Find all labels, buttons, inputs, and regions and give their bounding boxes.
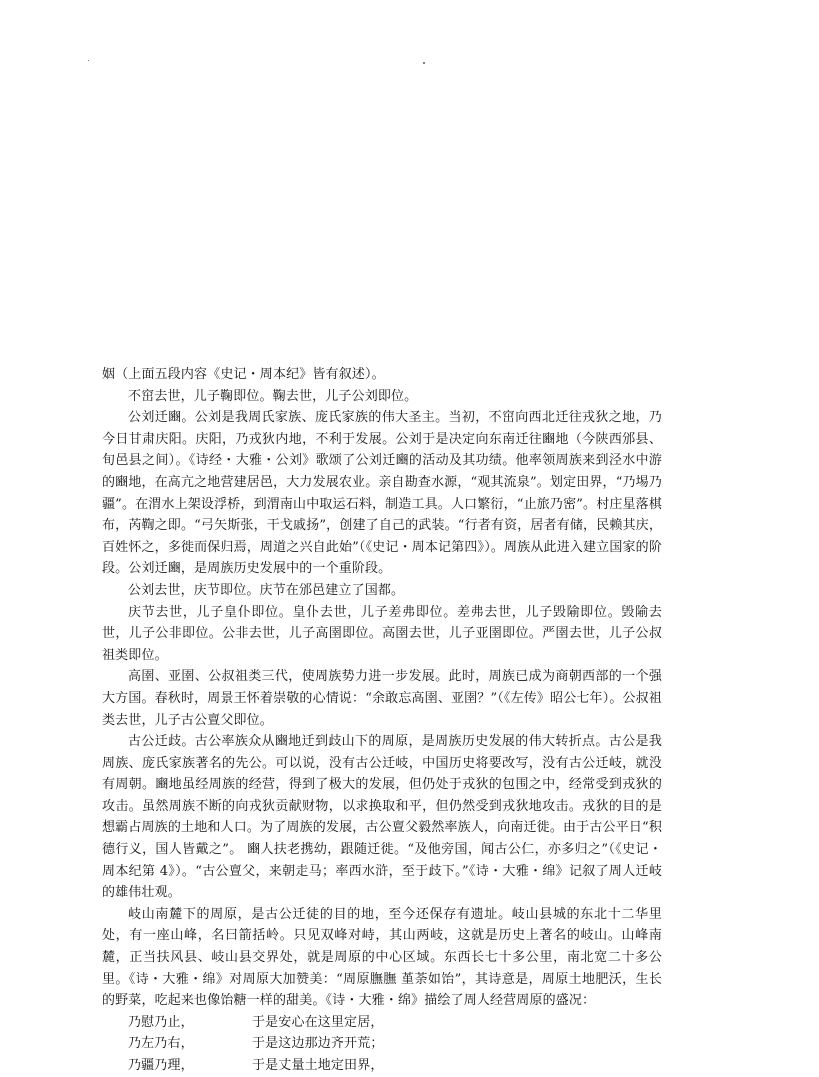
document-body [102,364,662,1077]
verse-line [102,1012,662,1034]
verse-translation: 于是丈量土地定田界， [252,1058,384,1073]
verse-translation: 于是安心在这里定居， [252,1014,384,1030]
verse-line [102,1055,662,1077]
verse-original: 乃左乃右， [128,1036,194,1052]
verse-line [102,1033,662,1055]
paragraph: 岐山南麓下的周原，是古公迁徒的目的地，至今还保存有遗址。岐山县城的东北十二华里处，有一座山峰，名曰箭括岭。只见双峰对峙，其山两岐，这就是历史上著名的岐山。山峰南麓，正当扶风县、岐山县交界处，就是周原的中心区域。东西长七十多公里，南北宽二十多公里。《诗・大雅・绵》对周原大加赞美：“周原膴膴 堇荼如饴”，其诗意是，周原土地肥沃，生长的野菜，吃起来也像饴糖一样的甜美。《诗・大雅・绵》描绘了周人经营周原的盛况： [102,906,662,1009]
scan-speck-center [423,62,425,64]
paragraph: 高圉、亚圉、公叔祖类三代，使周族势力进一步发展。此时，周族已成为商朝西部的一个强大方国。春秋时，周景王怀着崇敬的心情说：“余敢忘高圉、亚圉？”（《左传》昭公七年）。公叔祖类去世，儿子古公亶父即位。 [102,669,662,728]
paragraph: 公刘迁豳。公刘是我周氏家族、庞氏家族的伟大圣主。当初，不窋向西北迁往戎狄之地，乃今日甘肃庆阳。庆阳，乃戎狄内地，不利于发展。公刘于是决定向东南迁往豳地（今陕西邠县、旬邑县之间）。《诗经・大雅・公刘》歌颂了公刘迁豳的活动及其功绩。他率领周族来到泾水中游的豳地，在高亢之地营建居邑，大力发展农业。亲自勘查水源，“观其流泉”。划定田界，“乃埸乃疆”。在渭水上架设浮桥，到渭南山中取运石料，制造工具。人口繁衍，“止旅乃密”。村庄星落棋布，芮鞫之即。“弓矢斯张，干戈戚扬”，创建了自己的武装。“行者有资，居者有储，民赖其庆，百姓怀之，多徙而保归焉，周道之兴自此始”（《史记・周本记第四》）。周族从此进入建立国家的阶段。公刘迁豳，是周族历史发展中的一个重阶段。 [102,410,662,577]
verse-translation: 于是这边那边齐开荒； [252,1036,384,1052]
paragraph: 姻（上面五段内容《史记・周本纪》皆有叙述）。 [102,367,385,382]
scan-speck-left [88,60,89,61]
verse-original: 乃疆乃理， [128,1058,194,1073]
paragraph: 不窋去世，儿子鞠即位。鞠去世，儿子公刘即位。 [128,388,418,404]
verse-original: 乃慰乃止， [128,1014,194,1030]
paragraph: 庆节去世，儿子皇仆即位。皇仆去世，儿子差弗即位。差弗去世，儿子毁隃即位。毁隃去世，儿子公非即位。公非去世，儿子高圉即位。高圉去世，儿子亚圉即位。严圉去世，儿子公叔祖类即位。 [102,604,662,663]
paragraph: 古公迁歧。古公率族众从豳地迁到歧山下的周原，是周族历史发展的伟大转折点。古公是我周族、庞氏家族著名的先公。可以说，没有古公迁岐，中国历史将要改写，没有古公迁岐，就没有周朝。豳地虽经周族的经营，得到了极大的发展，但仍处于戎狄的包围之中，经常受到戎狄的攻击。虽然周族不断的向戎狄贡献财物，以求换取和平，但仍然受到戎狄地攻击。戎狄的目的是想霸占周族的土地和人口。为了周族的发展，古公亶父毅然率族人，向南迁徙。由于古公平日“积德行义，国人皆戴之”。 豳人扶老携幼，跟随迁徙。“及他旁国，闻古公仁，亦多归之”（《史记・周本纪第 4》）。“古公亶父，来朝走马；率西水浒，至于歧下。”《诗・大雅・绵》记叙了周人迁岐的雄伟壮观。 [102,734,662,901]
paragraph: 公刘去世，庆节即位。庆节在邠邑建立了国都。 [128,582,405,598]
